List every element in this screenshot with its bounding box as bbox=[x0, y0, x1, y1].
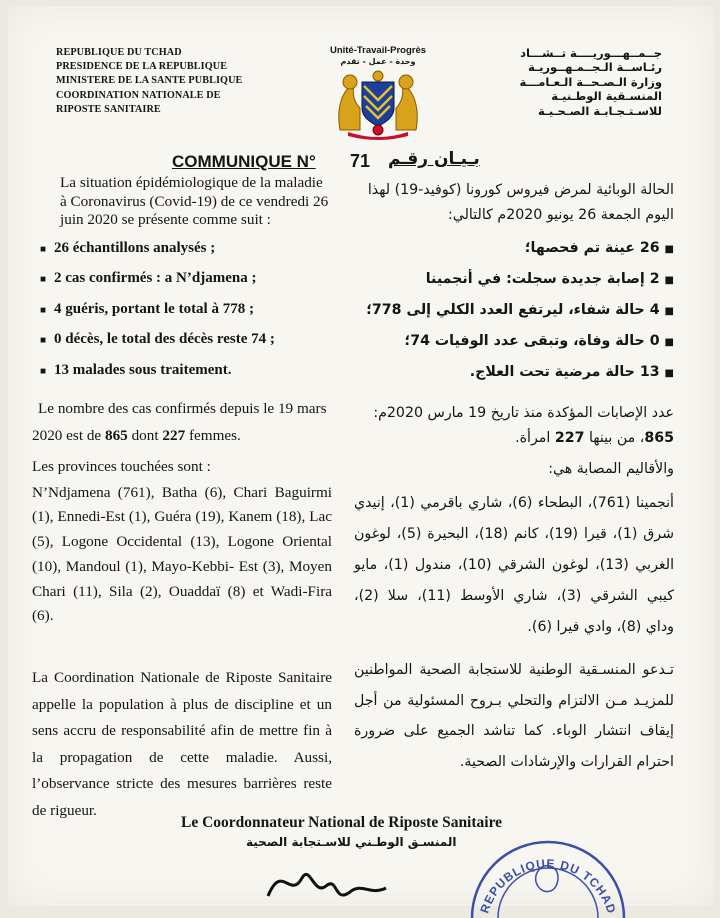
communique-title-french: COMMUNIQUE N° bbox=[172, 152, 316, 171]
arabic-bullet-item bbox=[354, 240, 674, 271]
motto-arabic: وحدة - عمل - تقدم bbox=[340, 57, 416, 66]
header-left-line: COORDINATION NATIONALE DE bbox=[56, 89, 221, 101]
header-right-line: للاسـتـجـابـة الصـحـيـة bbox=[537, 103, 662, 118]
french-bullet-item bbox=[32, 331, 332, 362]
french-appeal: La Coordination Nationale de Riposte Sanitaire appelle la population à plus de discipline et un sens accru de responsabilité afin de mettre fin à la propagation de cette maladie. Aussi, l’observance stricte des mesures barrières reste de rigueur. bbox=[32, 669, 332, 819]
coat-of-arms-icon bbox=[330, 68, 426, 140]
arabic-intro: الحالة الوبائية لمرض فيروس كورونا (كوفيد-19) لهذا اليوم الجمعة 26 يونيو 2020م كالتالي: bbox=[367, 182, 674, 223]
french-bullet-text: 26 échantillons analysés ; bbox=[54, 239, 216, 256]
arabic-bullet-item bbox=[354, 333, 674, 364]
header-left-line: REPUBLIQUE DU TCHAD bbox=[56, 47, 182, 58]
arabic-total-text: ، من بينها bbox=[584, 430, 645, 446]
french-women-number: 227 bbox=[162, 427, 186, 444]
french-total-cases bbox=[32, 395, 332, 449]
bullet-icon: ■ bbox=[664, 306, 674, 317]
arabic-bullet-list bbox=[354, 240, 674, 395]
arabic-total-cases bbox=[354, 401, 674, 451]
header-right-line: رئـاســة الـجــمـهــوريـة bbox=[528, 60, 662, 75]
arabic-bullet-item bbox=[354, 364, 674, 395]
french-total-text: dont bbox=[127, 427, 163, 444]
arabic-provinces-list: أنجمينا (761)، البطحاء (6)، شاري باقرمي (1)، إنيدي شرق (1)، قيرا (19)، كانم (18)، البحيرة (5)، لوغون الغربي (13)، لوغون الشرقي (10)، مندول (1)، مايو كيبي الشرقي (3)، شاري الأوسط (11)، سلا (2)، وداي (8)، وادي فيرا (6). bbox=[354, 495, 675, 635]
arabic-appeal: تـدعو المنسـقية الوطنية للاستجابة الصحية المواطنين للمزيـد مـن الالتزام والتحلي بـروح المسئولية من أجل إيقاف انتشار الوباء. كما تناشد الجميع على ضرورة احترام القرارات والإرشادات الصحية. bbox=[354, 662, 674, 770]
french-provinces-title: Les provinces touchées sont : bbox=[32, 458, 211, 475]
french-bullet-text: 2 cas confirmés : a N’djamena ; bbox=[54, 270, 257, 286]
bullet-icon: ■ bbox=[40, 365, 47, 377]
bullet-icon: ■ bbox=[40, 274, 47, 285]
arabic-total-text: عدد الإصابات المؤكدة منذ تاريخ 19 مارس 2020م: bbox=[373, 405, 674, 421]
french-column bbox=[32, 174, 332, 824]
arabic-provinces-title: والأقاليم المصابة هي: bbox=[548, 461, 674, 477]
header-left-block bbox=[56, 46, 296, 117]
bullet-icon: ■ bbox=[40, 335, 47, 346]
bullet-icon: ■ bbox=[40, 243, 47, 255]
header-right-line: جــمــهـــوريــــة تــشـــاد bbox=[520, 46, 662, 60]
header-left-line: RIPOSTE SANITAIRE bbox=[56, 103, 161, 115]
french-bullet-item bbox=[32, 362, 332, 393]
header-left-line: PRESIDENCE DE LA REPUBLIQUE bbox=[56, 61, 228, 73]
arabic-bullet-text: 2 إصابة جديدة سجلت: في أنجمينا bbox=[425, 271, 660, 287]
header-right-line: وزارة الـصـحــة الـعـامـــة bbox=[519, 74, 662, 89]
bullet-icon: ■ bbox=[664, 337, 674, 348]
french-bullet-text: 4 guéris, portant le total à 778 ; bbox=[54, 300, 254, 317]
french-total-text: femmes. bbox=[185, 427, 241, 444]
arabic-women-number: 227 bbox=[554, 430, 585, 446]
french-provinces-list: N’Ndjamena (761), Batha (6), Chari Baguirmi (1), Ennedi-Est (1), Guéra (19), Kanem (18), Lac (5), Logone Occidental (13), Logone Oriental (10), Mandoul (1), Mayo-Kebbi- Est (3), Moyen Chari (11), Sila (2), Ouaddaï (8) et Wadi-Fira (6). bbox=[32, 483, 332, 625]
arabic-column bbox=[354, 178, 674, 777]
signer-title-french: Le Coordonnateur National de Riposte Sanitaire bbox=[181, 814, 503, 831]
bullet-icon: ■ bbox=[664, 368, 674, 379]
arabic-total-number: 865 bbox=[644, 430, 674, 446]
communique-title-arabic: بـيـان رقـم bbox=[388, 149, 480, 169]
arabic-total-text: امرأة. bbox=[515, 430, 555, 446]
arabic-bullet-item bbox=[354, 302, 674, 333]
arabic-bullet-text: 4 حالة شفاء، لیرتفع العدد الكلي إلى 778؛ bbox=[366, 302, 660, 318]
official-stamp-icon bbox=[448, 818, 648, 918]
french-bullet-item bbox=[32, 240, 332, 271]
bullet-icon: ■ bbox=[664, 275, 674, 286]
french-bullet-item bbox=[32, 270, 332, 301]
french-bullet-text: 0 décès, le total des décès reste 74 ; bbox=[54, 331, 275, 347]
document-page bbox=[8, 6, 714, 916]
french-total-number: 865 bbox=[104, 427, 128, 444]
bullet-icon: ■ bbox=[664, 244, 674, 255]
french-bullet-item bbox=[32, 301, 332, 332]
header-left-line: MINISTERE DE LA SANTE PUBLIQUE bbox=[56, 75, 243, 87]
french-intro: La situation épidémiologique de la maladie à Coronavirus (Covid-19) de ce vendredi 26 juin 2020 se présente comme suit : bbox=[60, 174, 329, 228]
header-right-block bbox=[462, 46, 662, 118]
stamp-text: REPUBLIQUE DU TCHAD bbox=[477, 856, 619, 916]
arabic-bullet-item bbox=[354, 271, 674, 302]
french-total-text: Le nombre des cas confirmés depuis le 19 mars 2020 est de bbox=[32, 400, 327, 444]
header-right-line: المنسـقية الوطـنيـة bbox=[551, 89, 662, 104]
french-bullet-text: 13 malades sous traitement. bbox=[54, 361, 232, 378]
signer-title-arabic: المنسـق الوطـني للاسـتجابة الصحية bbox=[246, 835, 457, 849]
motto-french: Unité-Travail-Progrès bbox=[329, 45, 427, 56]
arabic-bullet-text: 26 عينة تم فحصها؛ bbox=[524, 240, 660, 256]
bullet-icon: ■ bbox=[40, 304, 47, 316]
signature-icon bbox=[258, 856, 398, 906]
french-bullet-list bbox=[32, 240, 332, 393]
communique-number: 71 bbox=[350, 151, 371, 171]
coat-of-arms-block bbox=[313, 45, 443, 145]
arabic-bullet-text: 13 حالة مرضية تحت العلاج. bbox=[469, 364, 660, 380]
arabic-bullet-text: 0 حالة وفاة، وتبقى عدد الوفيات 74؛ bbox=[404, 333, 660, 349]
